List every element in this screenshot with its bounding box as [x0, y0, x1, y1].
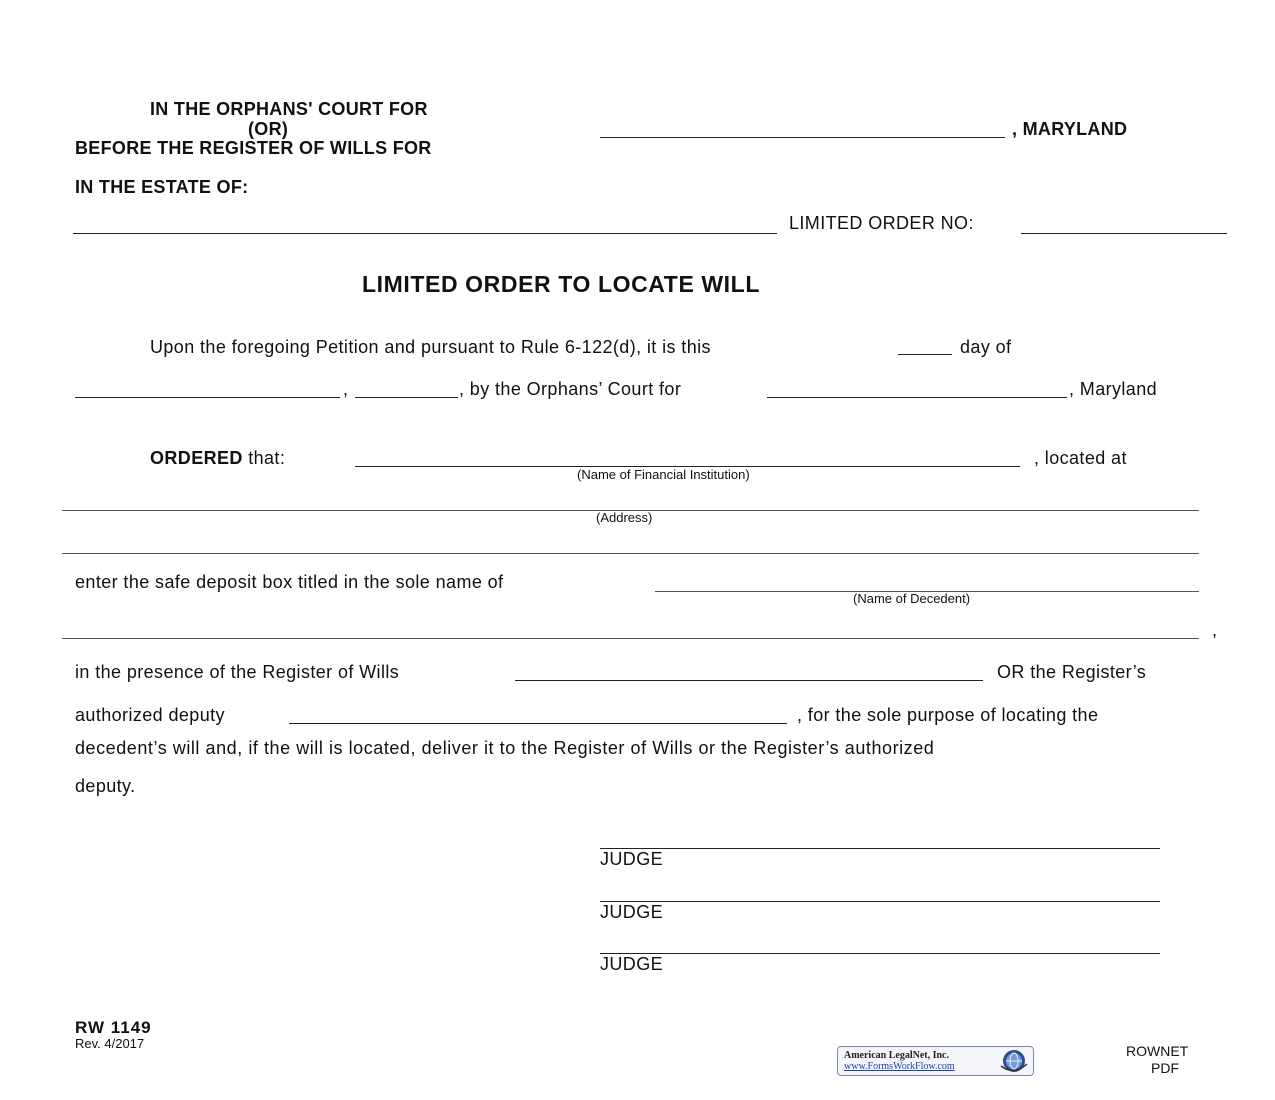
petition-text: Upon the foregoing Petition and pursuant to Rule 6-122(d), it is this	[150, 337, 711, 357]
pdf-label: PDF	[1151, 1060, 1179, 1076]
ordered-text	[150, 448, 285, 469]
limited-order-field[interactable]	[1021, 233, 1227, 234]
orphans-court-text: , by the Orphans’ Court for	[459, 379, 682, 399]
county-field[interactable]	[600, 137, 1005, 138]
or-heading: (OR)	[248, 119, 289, 139]
authorized-deputy-text: authorized deputy	[75, 705, 225, 725]
day-of-text: day of	[960, 337, 1012, 357]
judge-signature-line-3[interactable]	[600, 953, 1160, 954]
address-field-2[interactable]	[62, 553, 1199, 554]
page-title: LIMITED ORDER TO LOCATE WILL	[362, 271, 760, 297]
maryland-text: , Maryland	[1069, 379, 1158, 399]
estate-name-field[interactable]	[73, 233, 777, 234]
decedent-name-field-2[interactable]	[62, 638, 1199, 639]
judge-signature-line-2[interactable]	[600, 901, 1160, 902]
year-field[interactable]	[355, 397, 458, 398]
globe-icon	[998, 1048, 1030, 1074]
form-number: RW 1149	[75, 1018, 152, 1037]
located-at-text: , located at	[1034, 448, 1127, 468]
ordered-rest: that:	[242, 448, 286, 468]
rownet-label: ROWNET	[1126, 1043, 1189, 1059]
month-field[interactable]	[75, 397, 340, 398]
judge-label-3: JUDGE	[600, 954, 664, 974]
judge-label-1: JUDGE	[600, 849, 664, 869]
deputy-end-text: deputy.	[75, 776, 136, 796]
revision-date: Rev. 4/2017	[75, 1036, 145, 1051]
or-register-text: OR the Register’s	[997, 662, 1147, 682]
comma-text: ,	[343, 379, 349, 399]
judge-signature-line-1[interactable]	[600, 848, 1160, 849]
day-field[interactable]	[898, 354, 952, 355]
register-heading: BEFORE THE REGISTER OF WILLS FOR	[75, 138, 432, 158]
american-legalnet-logo[interactable]	[837, 1046, 1034, 1076]
court-heading: IN THE ORPHANS' COURT FOR	[150, 99, 428, 119]
safe-deposit-text: enter the safe deposit box titled in the sole name of	[75, 572, 504, 592]
presence-text: in the presence of the Register of Wills	[75, 662, 400, 682]
logo-url[interactable]: www.FormsWorkFlow.com	[844, 1061, 955, 1072]
address-caption: (Address)	[596, 510, 653, 525]
register-name-field[interactable]	[515, 680, 983, 681]
decedent-will-text: decedent’s will and, if the will is located, deliver it to the Register of Wills or the Register’s authorized	[75, 738, 935, 758]
sole-purpose-text: , for the sole purpose of locating the	[797, 705, 1099, 725]
logo-company-name: American LegalNet, Inc.	[844, 1050, 949, 1061]
limited-order-label: LIMITED ORDER NO:	[789, 213, 974, 233]
ordered-bold: ORDERED	[150, 448, 243, 468]
estate-label: IN THE ESTATE OF:	[75, 177, 249, 197]
decedent-caption: (Name of Decedent)	[853, 591, 971, 606]
financial-institution-caption: (Name of Financial Institution)	[577, 467, 750, 482]
trailing-comma: ,	[1212, 620, 1218, 640]
court-county-field[interactable]	[767, 397, 1067, 398]
judge-label-2: JUDGE	[600, 902, 664, 922]
state-label: , MARYLAND	[1012, 119, 1128, 139]
deputy-name-field[interactable]	[289, 723, 787, 724]
